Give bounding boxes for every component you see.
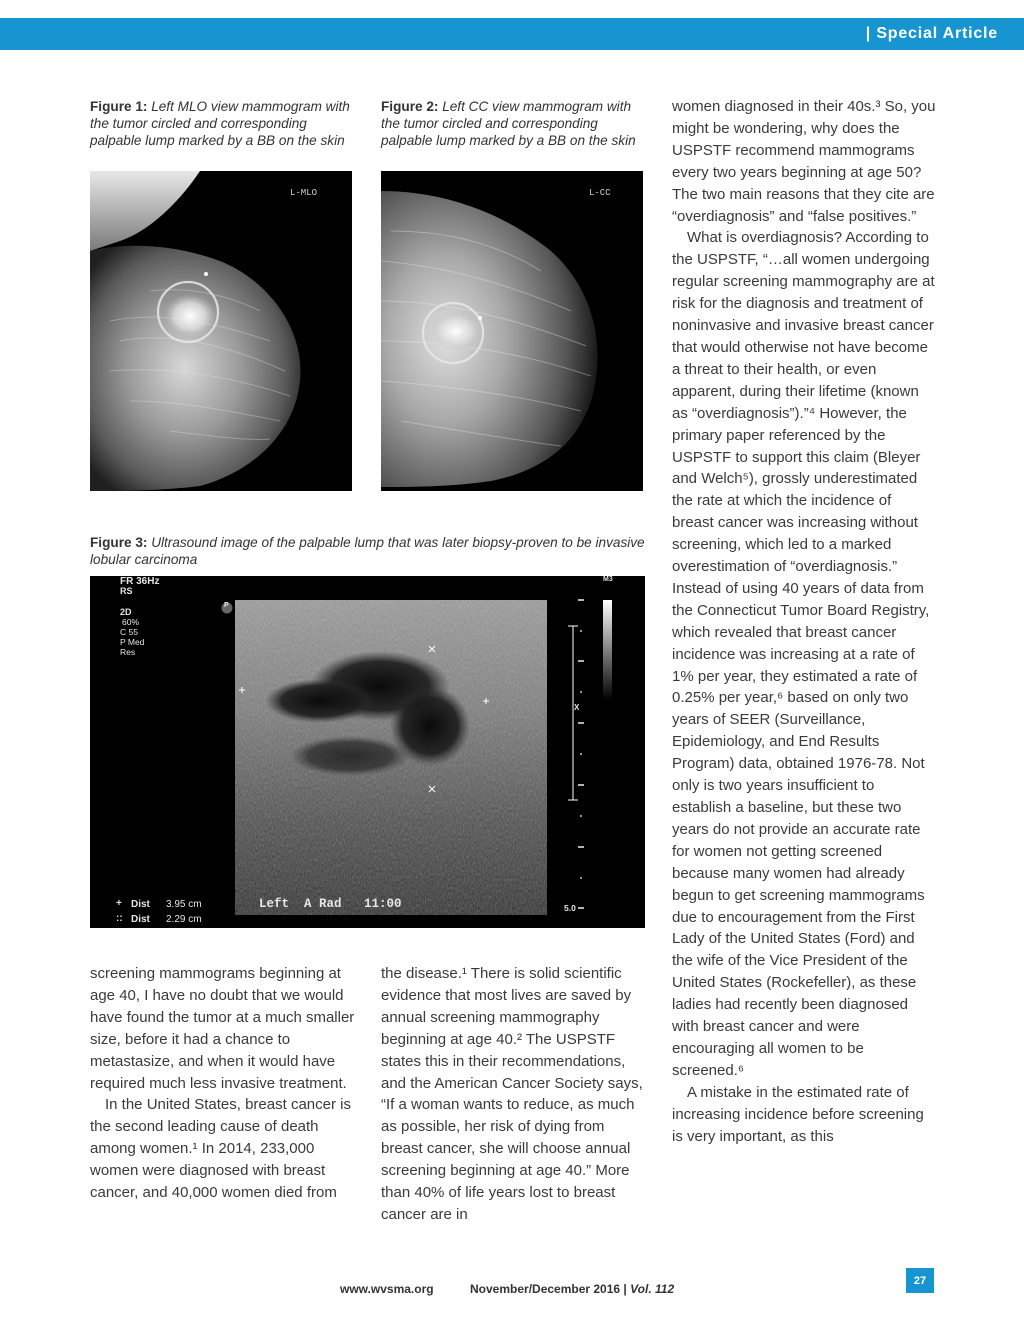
us-c: C 55 xyxy=(120,627,138,637)
header-bar xyxy=(0,18,1024,50)
us-annotation: Left A Rad 11:00 xyxy=(259,897,402,911)
cc-mammogram-image xyxy=(381,171,643,491)
figure-3-label: Figure 3: xyxy=(90,535,148,550)
footer-issue xyxy=(470,1282,674,1296)
figure-2-label: Figure 2: xyxy=(381,99,439,114)
us-dist1-value: 3.95 cm xyxy=(166,899,202,910)
figure-1-mammogram xyxy=(90,171,352,491)
figure-2-text: Left CC view mammogram with the tumor circled and corresponding palpable lump marked by a BB on the skin xyxy=(381,99,636,148)
col2-paragraph-1: the disease.¹ There is solid scientific evidence that most lives are saved by annual screening mammography beginning at age 40.² The USPSTF states this in their recommendations, and the American Cancer Society says, “If a woman wants to reduce, as much as possible, her risk of dying from breast cancer, she will choose annual screening beginning at age 40.” More than 40% of life years lost to breast cancer are in xyxy=(381,965,643,1223)
figure-1-text: Left MLO view mammogram with the tumor circled and corresponding palpable lump marked by a BB on the skin xyxy=(90,99,350,148)
page-number-badge xyxy=(906,1268,934,1293)
us-p-badge: P xyxy=(224,602,229,609)
body-column-2 xyxy=(381,963,649,1226)
col1-paragraph-2: In the United States, breast cancer is the second leading cause of death among women.¹ In 2014, 233,000 women were diagnosed with breast cancer, and 40,000 women died from xyxy=(90,1096,351,1202)
figure-3-caption xyxy=(90,534,645,568)
figure-3-ultrasound xyxy=(90,576,645,928)
footer-website-link[interactable]: www.wvsma.org xyxy=(340,1282,434,1296)
us-caliper-plus-icon: + xyxy=(116,898,122,909)
footer-volume: Vol. 112 xyxy=(630,1282,675,1296)
mlo-view-tag: L-MLO xyxy=(290,188,318,198)
col1-paragraph-1: screening mammograms beginning at age 40, I have no doubt that we would have found the tumor at a much smaller size, before it had a chance to metastasize, and when it would have required much less invasive treatment. xyxy=(90,965,355,1092)
figure-2-mammogram xyxy=(381,171,643,491)
us-p: P Med xyxy=(120,637,145,647)
us-depth: 5.0 xyxy=(564,903,576,913)
figure-1-label: Figure 1: xyxy=(90,99,148,114)
section-title: | Special Article xyxy=(865,25,998,42)
body-column-1 xyxy=(90,963,360,1204)
page-number: 27 xyxy=(913,1274,927,1287)
us-dist2-label: Dist xyxy=(131,914,150,925)
col3-paragraph-2: What is overdiagnosis? According to the USPSTF, “…all women undergoing regular screening mammography are at risk for the diagnosis and treatment of noninvasive and invasive breast cancer that would otherwise not have become a threat to their health, or even apparent, during their lifetime (known as “overdiagnosis”).”⁴ However, the primary paper referenced by the USPSTF to support this claim (Bleyer and Welch⁵), grossly underestimated the rate at which the incidence of breast cancer was increasing without screening, which led to a marked overestimation of “overdiagnosis.” Instead of using 40 years of data from the Connecticut Tumor Board Registry, which revealed that breast cancer incidence was increasing at a rate of 1% per year, they estimated a rate of 0.25% per year,⁶ based on only two years of SEER (Surveillance, Epidemiology, and End Results Program) data, obtained 1976-78. Not only is two years insufficient to establish a baseline, but these two years do not provide an accurate rate for women not getting screened because many women had already begun to get screening mammograms due to encouragement from the First Lady of the United States (Ford) and the wife of the Vice President of the United States (Rockefeller), as these ladies had recently been diagnosed with breast cancer and were encouraging all women to be screened.⁶ xyxy=(672,229,935,1079)
mlo-mammogram-image xyxy=(90,171,352,491)
us-frame-rate: FR 36Hz xyxy=(120,576,160,587)
us-dist1-label: Dist xyxy=(131,899,150,910)
us-mode: 2D xyxy=(120,607,132,617)
figure-2-caption xyxy=(381,98,643,149)
us-res: Res xyxy=(120,647,136,657)
us-rs: RS xyxy=(120,586,133,596)
ultrasound-image xyxy=(90,576,645,928)
figure-3-text: Ultrasound image of the palpable lump that was later biopsy-proven to be invasive lobular carcinoma xyxy=(90,535,645,567)
col3-paragraph-1: women diagnosed in their 40s.³ So, you might be wondering, why does the USPSTF recommend mammograms every two years beginning at age 50? The two main reasons that they cite are “overdiagnosis” and “false positives.” xyxy=(672,98,936,225)
footer-issue-date: November/December 2016 | xyxy=(470,1282,627,1296)
col3-paragraph-3: A mistake in the estimated rate of increasing incidence before screening is very important, as this xyxy=(672,1083,924,1145)
body-column-3 xyxy=(672,96,937,1148)
us-caliper-x-icon: :: xyxy=(116,913,123,924)
us-dist2-value: 2.29 cm xyxy=(166,914,202,925)
us-gain: 60% xyxy=(122,617,140,627)
figure-1-caption xyxy=(90,98,352,149)
us-x-marker: X xyxy=(574,703,580,712)
cc-view-tag: L-CC xyxy=(589,188,611,198)
us-m3: M3 xyxy=(603,576,613,583)
